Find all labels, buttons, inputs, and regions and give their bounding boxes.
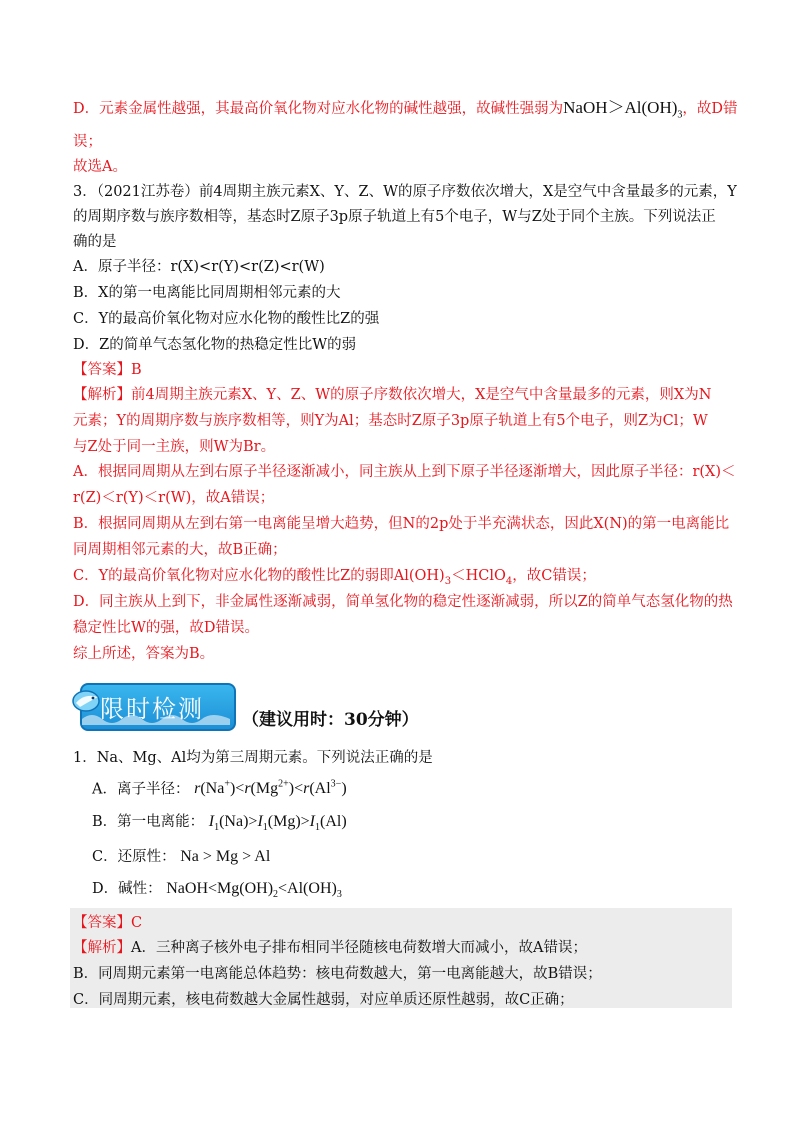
prev-d-text: D．元素金属性越强，其最高价氧化物对应水化物的碱性越强，故碱性强弱为 bbox=[73, 101, 564, 117]
q3-analysis-d-line2: 稳定性比W的强，故D错误。 bbox=[73, 620, 260, 636]
q1-option-b: B．第一电离能： $I_1(Na)>I_1(Mg)>I_1(Al)$ bbox=[92, 813, 347, 834]
q1-option-d: D．碱性： $NaOH<Mg(OH)_2<Al(OH)_3$ bbox=[92, 880, 342, 901]
prev-option-d-line2: 误； bbox=[73, 134, 102, 150]
suggested-time: （建议用时：30分钟） bbox=[242, 710, 419, 730]
q1-analysis-a: 【解析】A．三种离子核外电子排布相同半径随核电荷数增大而减小，故A错误； bbox=[73, 940, 587, 956]
q3-analysis-b-line1: B．根据同周期从左到右第一电离能呈增大趋势，但N的2p处于半充满状态，因此X(N)的第一电离能比 bbox=[73, 516, 730, 532]
q3-option-d: D．Z的简单气态氢化物的热稳定性比W的弱 bbox=[73, 337, 357, 353]
q1-option-d-math: $NaOH<Mg(OH)_2<Al(OH)_3$ bbox=[166, 880, 342, 901]
prev-d-suffix: ，故D错 bbox=[682, 101, 738, 117]
q3-option-b: B．X的第一电离能比同周期相邻元素的大 bbox=[73, 285, 341, 301]
q3-option-a: A．原子半径：r(X)<r(Y)<r(Z)<r(W) bbox=[73, 259, 325, 275]
q3-analysis-b-line2: 同周期相邻元素的大，故B正确； bbox=[73, 542, 287, 558]
q3-stem-line1: 3．（2021江苏卷）前4周期主族元素X、Y、Z、W的原子序数依次增大，X是空气中含量最多的元素，Y bbox=[73, 184, 737, 200]
prev-d-formula: $NaOH>Al(OH)_3$ bbox=[563, 98, 683, 121]
q1-option-c-math: Na > Mg > Al bbox=[180, 848, 271, 865]
q3-analysis-d-line1: D．同主族从上到下，非金属性逐渐减弱，简单氢化物的稳定性逐渐减弱，所以Z的简单气态氢化物的热 bbox=[73, 594, 733, 610]
q1-analysis-c: C．同周期元素，核电荷数越大金属性越弱，对应单质还原性越弱，故C正确； bbox=[73, 992, 574, 1008]
q3-analysis-line3: 与Z处于同一主族，则W为Br。 bbox=[73, 439, 276, 455]
q3-analysis-c: C．Y的最高价氧化物对应水化物的酸性比Z的弱即$Al(OH)_3<HClO_4$，故C错误； bbox=[73, 568, 596, 587]
q1-option-b-math: $I_1(Na)>I_1(Mg)>I_1(Al)$ bbox=[208, 813, 347, 834]
q3-analysis-a-line2: r(Z)＜r(Y)＜r(W)，故A错误； bbox=[73, 490, 275, 506]
badge-title: 限时检测 bbox=[100, 695, 204, 723]
q1-stem: 1．Na、Mg、Al均为第三周期元素。下列说法正确的是 bbox=[73, 750, 433, 766]
q3-option-c: C．Y的最高价氧化物对应水化物的酸性比Z的强 bbox=[73, 311, 380, 327]
prev-conclusion: 故选A。 bbox=[73, 159, 127, 175]
q1-analysis-b: B．同周期元素第一电离能总体趋势：核电荷数越大，第一电离能越大，故B错误； bbox=[73, 966, 602, 982]
q3-summary: 综上所述，答案为B。 bbox=[73, 646, 215, 662]
q3-analysis-a-line1: A．根据同周期从左到右原子半径逐渐减小，同主族从上到下原子半径逐渐增大，因此原子半径：r(X)＜ bbox=[73, 464, 736, 480]
section-badge bbox=[68, 681, 236, 731]
q3-stem-line3: 确的是 bbox=[73, 234, 117, 250]
q3-analysis-line2: 元素；Y的周期序数与族序数相等，则Y为Al；基态时Z原子3p原子轨道上有5个电子，则Z为Cl；W bbox=[73, 413, 708, 429]
q3-stem-line2: 的周期序数与族序数相等，基态时Z原子3p原子轨道上有5个电子，W与Z处于同个主族。下列说法正 bbox=[73, 209, 716, 225]
q1-answer: 【答案】C bbox=[73, 915, 143, 931]
q3-analysis-line1: 【解析】前4周期主族元素X、Y、Z、W的原子序数依次增大，X是空气中含量最多的元素，则X为N bbox=[73, 387, 712, 403]
prev-option-d-line1 bbox=[73, 97, 738, 126]
q1-option-a: A．离子半径： $r(Na^+)<r(Mg^{2+})<r(Al^{3-})$ bbox=[92, 779, 347, 798]
q3-answer: 【答案】B bbox=[73, 362, 142, 378]
q1-option-a-math: $r(Na^+)<r(Mg^{2+})<r(Al^{3-})$ bbox=[194, 779, 347, 798]
q1-option-c: C．还原性： Na > Mg > Al bbox=[92, 848, 271, 865]
